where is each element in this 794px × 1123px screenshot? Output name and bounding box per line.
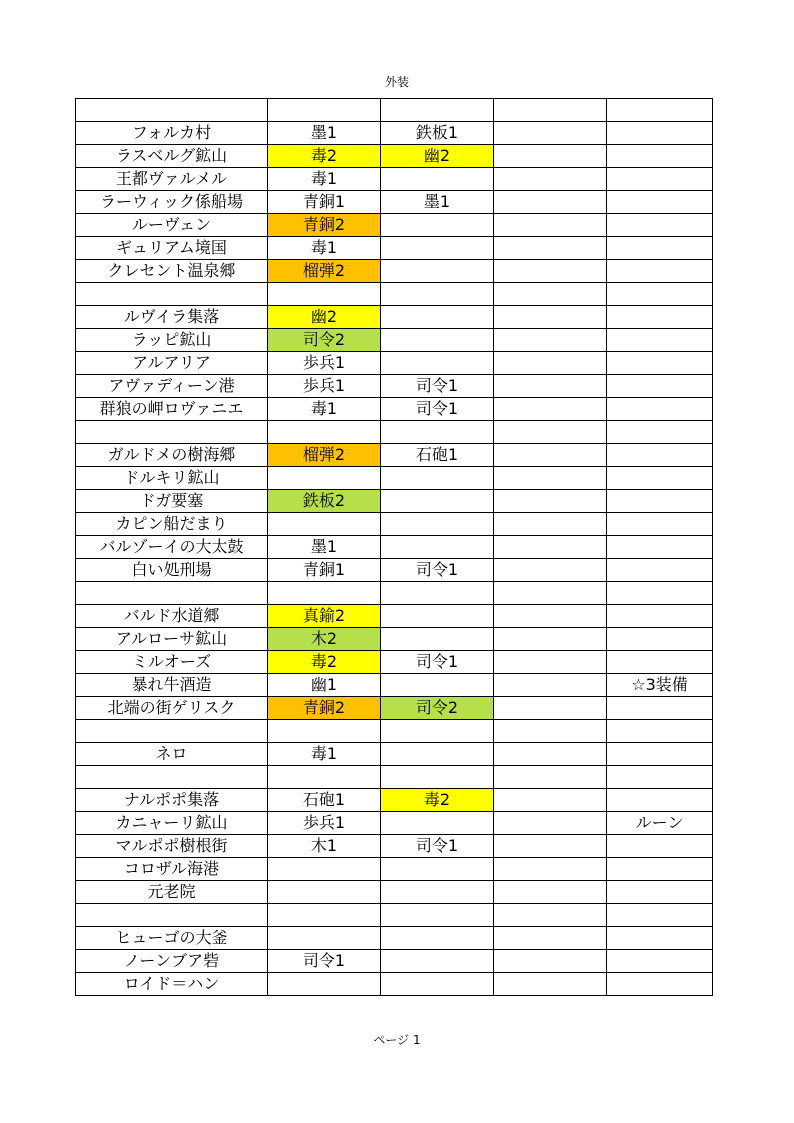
table-cell[interactable]: [494, 582, 607, 605]
table-cell[interactable]: [268, 283, 381, 306]
table-cell[interactable]: [607, 927, 713, 950]
table-cell[interactable]: [381, 214, 494, 237]
table-row: [76, 605, 713, 628]
table-cell[interactable]: 青銅1: [268, 559, 381, 582]
location-cell[interactable]: ミルオーズ: [76, 651, 268, 674]
table-cell[interactable]: [607, 214, 713, 237]
table-cell[interactable]: [607, 421, 713, 444]
table-cell[interactable]: [607, 904, 713, 927]
table-cell[interactable]: [268, 858, 381, 881]
table-cell[interactable]: [381, 973, 494, 996]
table-cell[interactable]: [494, 99, 607, 122]
location-cell[interactable]: [76, 582, 268, 605]
table-cell[interactable]: [494, 168, 607, 191]
table-cell[interactable]: [381, 513, 494, 536]
table-cell[interactable]: [607, 99, 713, 122]
location-cell[interactable]: バルゾーイの大太鼓: [76, 536, 268, 559]
table-cell[interactable]: [607, 490, 713, 513]
table-cell[interactable]: [381, 306, 494, 329]
table-cell[interactable]: [607, 306, 713, 329]
table-cell[interactable]: 毒1: [268, 743, 381, 766]
table-cell[interactable]: [494, 421, 607, 444]
table-row: [76, 122, 713, 145]
table-cell[interactable]: [607, 260, 713, 283]
table-cell[interactable]: [494, 122, 607, 145]
table-body: [76, 99, 713, 996]
table-cell[interactable]: [381, 904, 494, 927]
table-cell[interactable]: [494, 191, 607, 214]
table-cell[interactable]: [494, 812, 607, 835]
table-cell[interactable]: [607, 191, 713, 214]
page-title: 外装: [384, 75, 409, 89]
table-cell[interactable]: 司令1: [381, 398, 494, 421]
table-cell[interactable]: [381, 237, 494, 260]
table-cell[interactable]: [494, 835, 607, 858]
table-cell[interactable]: [494, 927, 607, 950]
table-cell[interactable]: [381, 766, 494, 789]
table-cell[interactable]: [494, 651, 607, 674]
location-cell[interactable]: [76, 99, 268, 122]
table-row: [76, 237, 713, 260]
table-cell[interactable]: [494, 237, 607, 260]
table-cell[interactable]: 司令2: [381, 697, 494, 720]
table-cell[interactable]: [494, 260, 607, 283]
table-cell[interactable]: [494, 536, 607, 559]
table-cell[interactable]: [381, 743, 494, 766]
table-cell[interactable]: [607, 237, 713, 260]
table-cell[interactable]: [607, 375, 713, 398]
table-row: [76, 812, 713, 835]
table-row: [76, 766, 713, 789]
location-cell[interactable]: [76, 720, 268, 743]
table-row: [76, 559, 713, 582]
table-cell[interactable]: [607, 283, 713, 306]
location-cell[interactable]: 王都ヴァルメル: [76, 168, 268, 191]
table-cell[interactable]: [381, 605, 494, 628]
location-cell[interactable]: マルポポ樹根街: [76, 835, 268, 858]
table-cell[interactable]: 司令2: [268, 329, 381, 352]
table-cell[interactable]: [381, 858, 494, 881]
table-cell[interactable]: [494, 352, 607, 375]
table-cell[interactable]: [381, 628, 494, 651]
table-cell[interactable]: 司令1: [381, 651, 494, 674]
table-cell[interactable]: 毒2: [268, 145, 381, 168]
location-cell[interactable]: ラッピ鉱山: [76, 329, 268, 352]
table-cell[interactable]: [607, 835, 713, 858]
table-cell[interactable]: [494, 950, 607, 973]
location-cell[interactable]: 北端の街ゲリスク: [76, 697, 268, 720]
table-cell[interactable]: 歩兵1: [268, 812, 381, 835]
table-cell[interactable]: [268, 766, 381, 789]
table-cell[interactable]: [381, 352, 494, 375]
location-cell[interactable]: ドルキリ鉱山: [76, 467, 268, 490]
table-cell[interactable]: [607, 582, 713, 605]
location-cell[interactable]: ガルドメの樹海郷: [76, 444, 268, 467]
location-cell[interactable]: ナルポポ集落: [76, 789, 268, 812]
table-cell[interactable]: [268, 467, 381, 490]
location-cell[interactable]: ノーンブア砦: [76, 950, 268, 973]
table-cell[interactable]: 毒1: [268, 237, 381, 260]
table-cell[interactable]: [268, 582, 381, 605]
table-cell[interactable]: [268, 99, 381, 122]
table-row: [76, 398, 713, 421]
table-cell[interactable]: [494, 674, 607, 697]
table-cell[interactable]: [494, 973, 607, 996]
table-row: [76, 927, 713, 950]
table-cell[interactable]: [381, 329, 494, 352]
table-cell[interactable]: [607, 950, 713, 973]
table-cell[interactable]: [607, 858, 713, 881]
page-number: ページ 1: [373, 1033, 421, 1047]
table-row: [76, 214, 713, 237]
table-row: [76, 145, 713, 168]
table-cell[interactable]: [494, 697, 607, 720]
table-row: [76, 697, 713, 720]
table-cell[interactable]: [607, 398, 713, 421]
location-cell[interactable]: [76, 904, 268, 927]
table-cell[interactable]: [381, 950, 494, 973]
table-cell[interactable]: [381, 674, 494, 697]
table-cell[interactable]: [607, 881, 713, 904]
table-cell[interactable]: 榴弾2: [268, 444, 381, 467]
table-row: [76, 789, 713, 812]
table-cell[interactable]: [494, 444, 607, 467]
table-row: [76, 582, 713, 605]
location-cell[interactable]: ロイド＝ハン: [76, 973, 268, 996]
table-row: [76, 352, 713, 375]
location-cell[interactable]: ラーウィック係船場: [76, 191, 268, 214]
table-cell[interactable]: 鉄板1: [381, 122, 494, 145]
table-cell[interactable]: ルーン: [607, 812, 713, 835]
table-row: [76, 513, 713, 536]
table-cell[interactable]: 青銅2: [268, 697, 381, 720]
table-cell[interactable]: [494, 743, 607, 766]
table-cell[interactable]: 真鍮2: [268, 605, 381, 628]
table-cell[interactable]: [607, 789, 713, 812]
location-cell[interactable]: アヴァディーン港: [76, 375, 268, 398]
table-cell[interactable]: [381, 536, 494, 559]
table-cell[interactable]: [268, 513, 381, 536]
table-cell[interactable]: 司令1: [381, 559, 494, 582]
table-row: [76, 421, 713, 444]
table-cell[interactable]: [381, 260, 494, 283]
table-cell[interactable]: [268, 881, 381, 904]
table-cell[interactable]: [494, 605, 607, 628]
location-cell[interactable]: [76, 421, 268, 444]
table-row: [76, 651, 713, 674]
table-cell[interactable]: [494, 628, 607, 651]
location-cell[interactable]: [76, 283, 268, 306]
table-row: [76, 835, 713, 858]
location-cell[interactable]: カニャーリ鉱山: [76, 812, 268, 835]
location-cell[interactable]: ネロ: [76, 743, 268, 766]
table-cell[interactable]: [494, 858, 607, 881]
table-cell[interactable]: [494, 513, 607, 536]
table-cell[interactable]: [494, 720, 607, 743]
table-cell[interactable]: [381, 490, 494, 513]
table-cell[interactable]: [268, 904, 381, 927]
table-cell[interactable]: [494, 559, 607, 582]
table-row: [76, 674, 713, 697]
table-cell[interactable]: [607, 145, 713, 168]
table-row: [76, 973, 713, 996]
table-row: [76, 881, 713, 904]
table-cell[interactable]: [381, 720, 494, 743]
table-cell[interactable]: [494, 467, 607, 490]
location-cell[interactable]: アルローサ鉱山: [76, 628, 268, 651]
table-row: [76, 306, 713, 329]
table-cell[interactable]: 歩兵1: [268, 352, 381, 375]
location-cell[interactable]: 白い処刑場: [76, 559, 268, 582]
table-row: [76, 490, 713, 513]
table-row: [76, 467, 713, 490]
table-cell[interactable]: [607, 559, 713, 582]
table-cell[interactable]: [494, 398, 607, 421]
table-cell[interactable]: 幽1: [268, 674, 381, 697]
table-cell[interactable]: 墨1: [268, 536, 381, 559]
location-cell[interactable]: ヒューゴの大釜: [76, 927, 268, 950]
table-cell[interactable]: [607, 513, 713, 536]
table-cell[interactable]: [494, 375, 607, 398]
table-cell[interactable]: [607, 536, 713, 559]
table-cell[interactable]: [607, 743, 713, 766]
location-cell[interactable]: カピン船だまり: [76, 513, 268, 536]
table-cell[interactable]: [381, 582, 494, 605]
table-cell[interactable]: 青銅1: [268, 191, 381, 214]
table-row: [76, 536, 713, 559]
table-row: [76, 444, 713, 467]
table-row: [76, 950, 713, 973]
table-cell[interactable]: [607, 651, 713, 674]
table-cell[interactable]: [607, 697, 713, 720]
table-cell[interactable]: 鉄板2: [268, 490, 381, 513]
table-cell[interactable]: [381, 881, 494, 904]
table-cell[interactable]: 毒2: [381, 789, 494, 812]
table-cell[interactable]: [381, 99, 494, 122]
table-row: [76, 283, 713, 306]
location-cell[interactable]: 元老院: [76, 881, 268, 904]
table-cell[interactable]: [607, 444, 713, 467]
table-cell[interactable]: 幽2: [381, 145, 494, 168]
location-cell[interactable]: バルド水道郷: [76, 605, 268, 628]
spreadsheet-table: [75, 98, 713, 996]
table-cell[interactable]: [381, 927, 494, 950]
table-cell[interactable]: [494, 283, 607, 306]
table-cell[interactable]: [381, 168, 494, 191]
table-row: [76, 99, 713, 122]
table-row: [76, 191, 713, 214]
table-cell[interactable]: [494, 145, 607, 168]
table-cell[interactable]: 墨1: [268, 122, 381, 145]
table-cell[interactable]: [607, 122, 713, 145]
table-cell[interactable]: 司令1: [268, 950, 381, 973]
table-cell[interactable]: [381, 467, 494, 490]
table-cell[interactable]: 石砲1: [381, 444, 494, 467]
location-cell[interactable]: ラスベルグ鉱山: [76, 145, 268, 168]
table-cell[interactable]: [494, 306, 607, 329]
table-cell[interactable]: [607, 628, 713, 651]
table-cell[interactable]: [494, 904, 607, 927]
table-row: [76, 329, 713, 352]
table-cell[interactable]: 幽2: [268, 306, 381, 329]
location-cell[interactable]: アルアリア: [76, 352, 268, 375]
table-cell[interactable]: 木2: [268, 628, 381, 651]
table-cell[interactable]: [268, 973, 381, 996]
table-cell[interactable]: [268, 927, 381, 950]
location-cell[interactable]: ギュリアム境国: [76, 237, 268, 260]
table-cell[interactable]: 毒1: [268, 168, 381, 191]
location-cell[interactable]: 群狼の岬ロヴァニエ: [76, 398, 268, 421]
table-row: [76, 260, 713, 283]
table-cell[interactable]: [607, 467, 713, 490]
table-row: [76, 168, 713, 191]
table-cell[interactable]: [494, 789, 607, 812]
table-cell[interactable]: [494, 881, 607, 904]
table-cell[interactable]: [268, 720, 381, 743]
table-cell[interactable]: 毒2: [268, 651, 381, 674]
table-cell[interactable]: [607, 720, 713, 743]
table-cell[interactable]: [607, 168, 713, 191]
table-cell[interactable]: [494, 329, 607, 352]
table-row: [76, 904, 713, 927]
table-cell[interactable]: 毒1: [268, 398, 381, 421]
table-cell[interactable]: [607, 329, 713, 352]
table-row: [76, 743, 713, 766]
table-cell[interactable]: [381, 812, 494, 835]
table-cell[interactable]: 司令1: [381, 375, 494, 398]
location-cell[interactable]: ドガ要塞: [76, 490, 268, 513]
table-row: [76, 720, 713, 743]
table-cell[interactable]: 青銅2: [268, 214, 381, 237]
location-cell[interactable]: クレセント温泉郷: [76, 260, 268, 283]
table-cell[interactable]: 歩兵1: [268, 375, 381, 398]
table-row: [76, 628, 713, 651]
table-cell[interactable]: [607, 766, 713, 789]
table-cell[interactable]: 墨1: [381, 191, 494, 214]
table-cell[interactable]: [494, 214, 607, 237]
table-cell[interactable]: [494, 766, 607, 789]
table-cell[interactable]: [494, 490, 607, 513]
table-cell[interactable]: [268, 421, 381, 444]
table-cell[interactable]: ☆3装備: [607, 674, 713, 697]
table-row: [76, 858, 713, 881]
location-cell[interactable]: 暴れ牛酒造: [76, 674, 268, 697]
table-cell[interactable]: 石砲1: [268, 789, 381, 812]
table-cell[interactable]: 榴弾2: [268, 260, 381, 283]
location-cell[interactable]: フォルカ村: [76, 122, 268, 145]
table-cell[interactable]: [607, 352, 713, 375]
table-cell[interactable]: 司令1: [381, 835, 494, 858]
location-cell[interactable]: [76, 766, 268, 789]
table-cell[interactable]: [381, 283, 494, 306]
location-cell[interactable]: ルーヴェン: [76, 214, 268, 237]
table-cell[interactable]: [607, 605, 713, 628]
table-cell[interactable]: 木1: [268, 835, 381, 858]
location-cell[interactable]: コロザル海港: [76, 858, 268, 881]
table-cell[interactable]: [381, 421, 494, 444]
table-cell[interactable]: [607, 973, 713, 996]
location-cell[interactable]: ルヴイラ集落: [76, 306, 268, 329]
table-row: [76, 375, 713, 398]
